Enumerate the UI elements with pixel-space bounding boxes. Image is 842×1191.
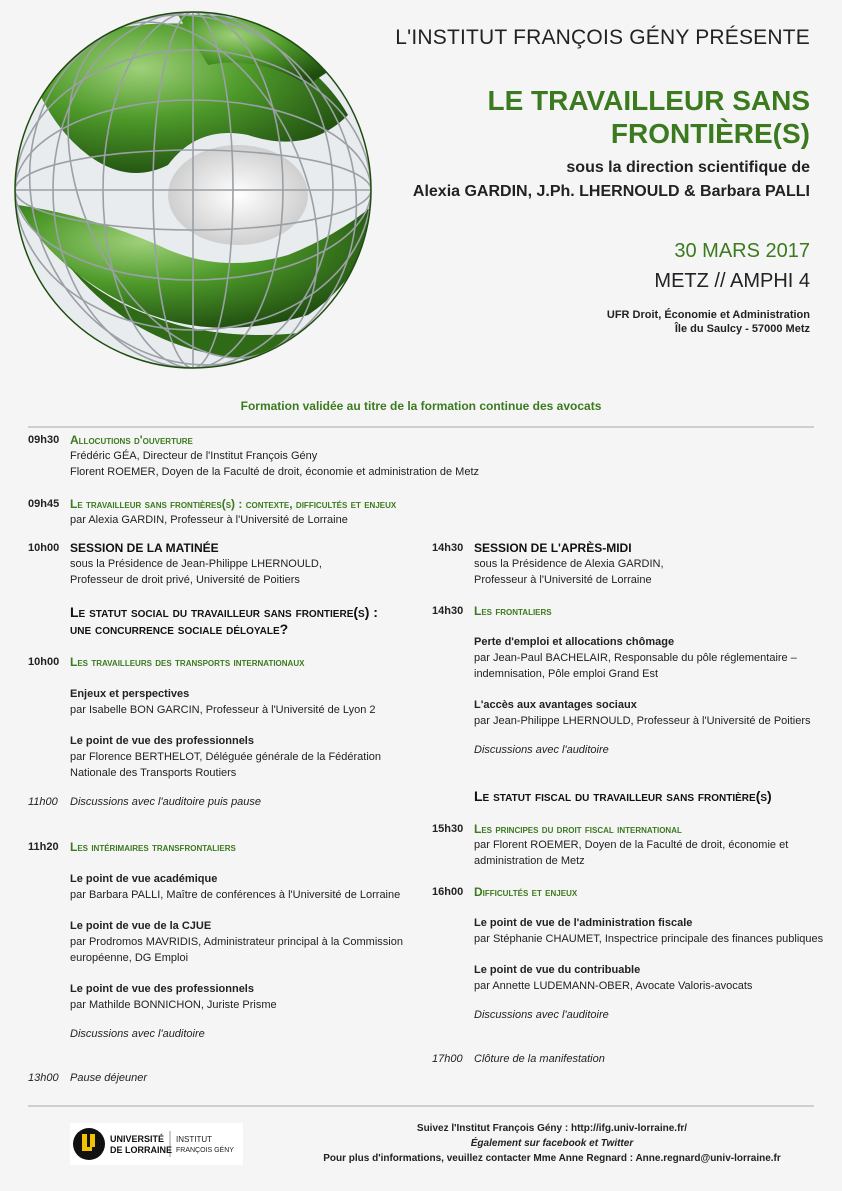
logo-univ-line2: DE LORRAINE: [110, 1145, 173, 1155]
talk-title: Perte d'emploi et allocations chômage: [474, 636, 675, 648]
speaker-line: Nationale des Transports Routiers: [70, 767, 237, 779]
chair-line: sous la Présidence de Jean-Philippe LHERNOULD,: [70, 558, 322, 570]
speaker-line: par Isabelle BON GARCIN, Professeur à l'Université de Lyon 2: [70, 704, 376, 716]
time-label: 11h20: [28, 841, 59, 853]
divider-bottom: [28, 1105, 814, 1107]
theme-line: une concurrence sociale déloyale?: [70, 621, 289, 637]
talk-item: [474, 634, 797, 682]
discussion-line: Discussions avec l'auditoire: [474, 744, 609, 756]
speaker-line: par Jean-Philippe LHERNOULD, Professeur à l'Université de Poitiers: [474, 715, 811, 727]
lunch-line: Pause déjeuner: [70, 1072, 148, 1084]
section-title: Les principes du droit fiscal international: [474, 822, 682, 836]
program-item: [70, 540, 322, 588]
ul-logo-icon: [70, 1123, 243, 1165]
program-item: [70, 496, 396, 528]
university-logo: [70, 1123, 243, 1165]
time-label: 14h30: [432, 605, 464, 617]
program-item: [474, 603, 552, 619]
speaker-line: par Florent ROEMER, Doyen de la Faculté de droit, économie et: [474, 839, 789, 851]
talk-item: [474, 915, 823, 947]
section-title: Les intérimaires transfrontaliers: [70, 840, 236, 854]
speaker-line: par Prodromos MAVRIDIS, Administrateur principal à la Commission: [70, 936, 403, 948]
speaker-line: administration de Metz: [474, 855, 585, 867]
program-item: [70, 432, 479, 480]
time-label: 11h00: [28, 796, 58, 808]
event-place: METZ // AMPHI 4: [654, 270, 810, 292]
talk-title: L'accès aux avantages sociaux: [474, 699, 637, 711]
speaker-line: Frédéric GÉA, Directeur de l'Institut François Gény: [70, 450, 318, 462]
time-label: 17h00: [432, 1053, 463, 1065]
discussion-line: Discussions avec l'auditoire: [70, 1028, 205, 1040]
theme-line: Le statut social du travailleur sans frontiere(s) :: [70, 604, 378, 620]
speaker-line: par Stéphanie CHAUMET, Inspectrice principale des finances publiques: [474, 933, 824, 945]
formation-note: Formation validée au titre de la formation continue des avocats: [240, 399, 602, 413]
speaker-line: par Mathilde BONNICHON, Juriste Prisme: [70, 999, 277, 1011]
footer-contact[interactable]: Pour plus d'informations, veuillez contacter Mme Anne Regnard : Anne.regnard@univ-lorraine.fr: [323, 1153, 781, 1164]
speaker-line: par Florence BERTHELOT, Déléguée générale de la Fédération: [70, 751, 382, 763]
time-label: 09h30: [28, 434, 60, 446]
speaker-line: Florent ROEMER, Doyen de la Faculté de droit, économie et administration de Metz: [70, 466, 480, 478]
section-title: Allocutions d'ouverture: [70, 433, 193, 447]
time-label: 10h00: [28, 656, 60, 668]
scientific-direction: [413, 156, 810, 204]
section-title: Les frontaliers: [474, 604, 552, 618]
discussion-line: Discussions avec l'auditoire puis pause: [70, 796, 262, 808]
address-line2: Île du Saulcy - 57000 Metz: [674, 323, 810, 335]
footer-social: Également sur facebook et Twitter: [470, 1138, 634, 1149]
logo-univ-line1: UNIVERSITÉ: [110, 1134, 165, 1144]
section-title: Le travailleur sans frontières(s) : contexte, difficultés et enjeux: [70, 497, 397, 511]
talk-title: Le point de vue des professionnels: [70, 983, 254, 995]
talk-item: [70, 918, 403, 966]
time-label: 16h00: [432, 886, 464, 898]
program-item: [70, 839, 236, 855]
talk-item: [70, 871, 400, 903]
session-title: SESSION DE L'APRÈS-MIDI: [474, 541, 632, 555]
theme-heading: [70, 604, 378, 638]
speaker-line: par Annette LUDEMANN-OBER, Avocate Valoris-avocats: [474, 980, 753, 992]
talk-item: [70, 686, 376, 718]
program-item: [474, 884, 577, 900]
event-address: [607, 308, 810, 336]
speaker-line: indemnisation, Pôle emploi Grand Est: [474, 668, 659, 680]
section-title: Les travailleurs des transports internationaux: [70, 655, 305, 669]
address-line1: UFR Droit, Économie et Administration: [606, 309, 810, 321]
time-label: 09h45: [28, 498, 60, 510]
closing-line: Clôture de la manifestation: [474, 1053, 605, 1065]
program-item: [474, 821, 788, 869]
logo-inst-line1: INSTITUT: [176, 1135, 212, 1144]
event-title-line1: LE TRAVAILLEUR SANS: [487, 85, 810, 116]
chair-line: Professeur de droit privé, Université de Poitiers: [70, 574, 300, 586]
discussion-line: Discussions avec l'auditoire: [474, 1009, 609, 1021]
theme-line: Le statut fiscal du travailleur sans frontière(s): [474, 788, 772, 804]
globe-illustration: [8, 5, 378, 375]
footer-website[interactable]: Suivez l'Institut François Gény : http://ifg.univ-lorraine.fr/: [416, 1123, 688, 1134]
talk-item: [474, 697, 811, 729]
chair-line: sous la Présidence de Alexia GARDIN,: [474, 558, 664, 570]
speaker-line: par Jean-Paul BACHELAIR, Responsable du pôle réglementaire –: [474, 652, 797, 664]
time-label: 13h00: [28, 1072, 59, 1084]
presenter-line: L'INSTITUT FRANÇOIS GÉNY PRÉSENTE: [395, 26, 810, 49]
talk-item: [70, 733, 381, 781]
footer-info: [282, 1121, 822, 1166]
program-item: [474, 540, 664, 588]
event-title-line2: FRONTIÈRE(S): [610, 118, 810, 149]
divider-top: [28, 426, 814, 428]
direction-intro: sous la direction scientifique de: [566, 159, 810, 176]
event-date: 30 MARS 2017: [674, 240, 810, 262]
talk-title: Enjeux et perspectives: [70, 688, 190, 700]
talk-title: Le point de vue de la CJUE: [70, 920, 212, 932]
section-title: Difficultés et enjeux: [474, 885, 578, 899]
speaker-line: par Alexia GARDIN, Professeur à l'Université de Lorraine: [70, 514, 348, 526]
session-title: SESSION DE LA MATINÉE: [70, 541, 219, 555]
talk-item: [474, 962, 752, 994]
talk-title: Le point de vue du contribuable: [474, 964, 641, 976]
time-label: 14h30: [432, 542, 464, 554]
time-label: 15h30: [432, 823, 464, 835]
logo-inst-line2: FRANÇOIS GÉNY: [176, 1147, 234, 1154]
talk-title: Le point de vue de l'administration fiscale: [474, 917, 693, 929]
direction-names: Alexia GARDIN, J.Ph. LHERNOULD & Barbara PALLI: [412, 183, 810, 200]
time-label: 10h00: [28, 542, 60, 554]
talk-item: [70, 981, 277, 1013]
chair-line: Professeur à l'Université de Lorraine: [474, 574, 652, 586]
program-item: [70, 654, 304, 670]
speaker-line: européenne, DG Emploi: [70, 952, 189, 964]
theme-heading: [474, 788, 772, 805]
event-title: [487, 84, 810, 150]
speaker-line: par Barbara PALLI, Maître de conférences à l'Université de Lorraine: [70, 889, 401, 901]
talk-title: Le point de vue académique: [70, 873, 218, 885]
talk-title: Le point de vue des professionnels: [70, 735, 254, 747]
